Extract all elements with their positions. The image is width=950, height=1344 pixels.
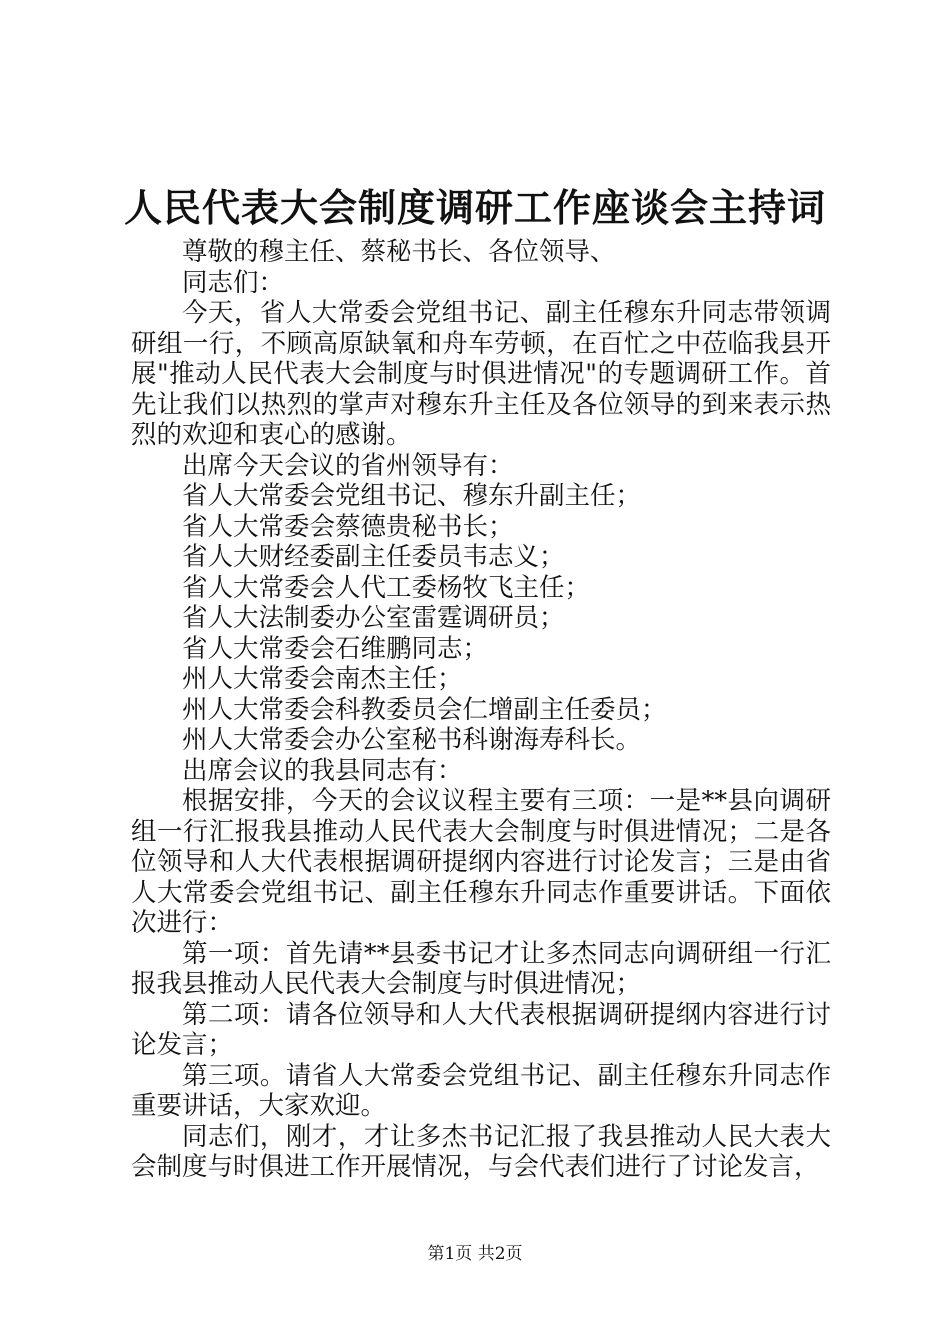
paragraph: 省人大常委会人代工委杨牧飞主任； xyxy=(182,572,591,603)
paragraph: 州人大常委会南杰主任； xyxy=(182,664,463,694)
document-title: 人民代表大会制度调研工作座谈会主持词 xyxy=(123,185,826,230)
paragraph: 州人大常委会科教委员会仁增副主任委员； xyxy=(182,694,667,725)
paragraph: 尊敬的穆主任、蔡秘书长、各位领导、 xyxy=(182,237,616,267)
paragraph: 第三项。请省人大常委会党组书记、副主任穆东升同志作重要讲话，大家欢迎。 xyxy=(131,1060,831,1121)
paragraph: 根据安排，今天的会议议程主要有三项：一是**县向调研组一行汇报我县推动人民代表大会制度与时俱进情况；二是各位领导和人大代表根据调研提纲内容进行讨论发言；三是由省人大常委会党组书记、副主任穆东升同志作重要讲话。下面依次进行： xyxy=(131,786,831,938)
paragraph: 出席今天会议的省州领导有： xyxy=(182,450,514,481)
paragraph: 今天，省人大常委会党组书记、副主任穆东升同志带领调研组一行，不顾高原缺氧和舟车劳顿，在百忙之中莅临我县开展"推动人民代表大会制度与时俱进情况"的专题调研工作。首先让我们以热烈的掌声对穆东升主任及各位领导的到来表示热烈的欢迎和衷心的感谢。 xyxy=(131,298,831,450)
paragraph: 州人大常委会办公室秘书科谢海寿科长。 xyxy=(182,725,642,755)
paragraph: 省人大常委会石维鹏同志； xyxy=(182,633,489,664)
paragraph: 出席会议的我县同志有： xyxy=(182,755,463,786)
paragraph: 同志们，刚才，才让多杰书记汇报了我县推动人民大表大会制度与时俱进工作开展情况，与会代表们进行了讨论发言， xyxy=(131,1121,831,1182)
paragraph: 第一项：首先请**县委书记才让多杰同志向调研组一行汇报我县推动人民代表大会制度与时俱进情况； xyxy=(131,938,831,999)
document-body xyxy=(131,237,831,1183)
paragraph: 省人大常委会蔡德贵秘书长； xyxy=(182,511,514,542)
paragraph: 同志们： xyxy=(182,267,285,298)
paragraph: 省人大法制委办公室雷霆调研员； xyxy=(182,603,565,633)
paragraph: 省人大常委会党组书记、穆东升副主任； xyxy=(182,481,642,511)
paragraph: 第二项：请各位领导和人大代表根据调研提纲内容进行讨论发言； xyxy=(131,999,831,1060)
paragraph: 省人大财经委副主任委员韦志义； xyxy=(182,542,565,572)
page-number-footer: 第1页 共2页 xyxy=(427,1244,523,1264)
